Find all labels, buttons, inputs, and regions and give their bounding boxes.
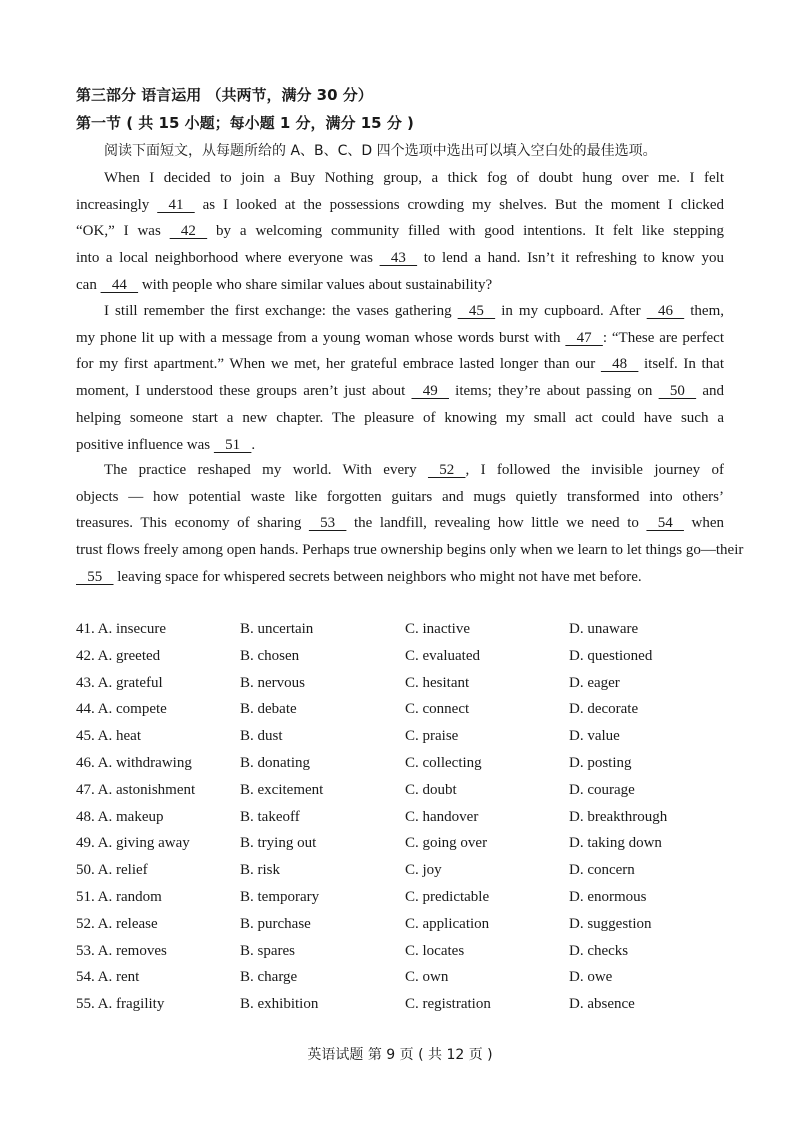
option-a: 46. A. withdrawing: [76, 754, 192, 771]
option-c: C. own: [405, 969, 449, 986]
option-b: B. excitement: [240, 781, 324, 798]
option-c: C. application: [405, 915, 490, 932]
passage-text: I still remember the first exchange: the vases gathering: [104, 303, 458, 319]
passage-text: into a local neighborhood where everyone was: [76, 250, 380, 267]
passage-text: can: [76, 276, 101, 293]
blank-48: 48: [600, 356, 639, 373]
instruction-text: 阅读下面短文，从每题所给的 A、B、C、D 四个选项中选出可以填入空白处的最佳选项。: [104, 143, 657, 159]
passage-line: [76, 328, 724, 348]
option-d: D. unaware: [569, 621, 639, 637]
option-b: B. debate: [240, 701, 297, 718]
option-c: C. handover: [405, 808, 479, 825]
passage-text: when: [683, 515, 724, 532]
option-c: C. evaluated: [405, 647, 480, 664]
passage-line: [76, 513, 724, 533]
option-a: 48. A. makeup: [76, 808, 164, 825]
option-row: [76, 860, 736, 887]
option-a: 43. A. grateful: [76, 674, 163, 691]
passage-line: [76, 540, 744, 560]
passage-line: [104, 301, 724, 321]
passage-text: them,: [684, 303, 724, 319]
passage-line: [76, 195, 724, 215]
passage-line: [76, 275, 492, 295]
option-a: 53. A. removes: [76, 942, 167, 959]
passage-text: , I followed the invisible journey of: [465, 462, 725, 478]
option-d: D. eager: [569, 674, 620, 691]
option-c: C. hesitant: [405, 674, 470, 691]
blank-53: 53: [308, 515, 347, 532]
option-d: D. enormous: [569, 888, 647, 905]
passage-text: and: [696, 383, 724, 400]
passage-line: [104, 460, 724, 480]
option-c: C. going over: [405, 835, 488, 852]
option-row: [76, 699, 736, 726]
option-a: 44. A. compete: [76, 701, 167, 718]
blank-44: 44: [100, 276, 139, 293]
option-a: 41. A. insecure: [76, 621, 166, 637]
passage-text: by a welcoming community filled with good intentions. It felt like stepping: [207, 223, 724, 240]
option-d: D. decorate: [569, 701, 639, 718]
passage-text: positive influence was: [76, 436, 214, 453]
passage-text: with people who share similar values about sustainability?: [138, 276, 493, 293]
blank-54: 54: [646, 515, 684, 532]
option-c: C. praise: [405, 728, 459, 745]
blank-42: 42: [169, 223, 208, 240]
passage-line: [76, 221, 724, 241]
option-b: B. charge: [240, 969, 298, 986]
passage-line: [76, 567, 642, 587]
option-c: C. connect: [405, 701, 470, 718]
option-a: 52. A. release: [76, 915, 158, 932]
blank-55: 55: [76, 568, 114, 585]
passage-text: trust flows freely among open hands. Perhaps true ownership begins only when we learn to let things go—their: [76, 542, 744, 559]
option-d: D. absence: [569, 996, 635, 1013]
option-b: B. takeoff: [240, 808, 300, 825]
section-heading: 第一节 ( 共 15 小题；每小题 1 分，满分 15 分 ): [76, 114, 414, 132]
passage-text: treasures. This economy of sharing: [76, 515, 309, 532]
option-b: B. temporary: [240, 888, 320, 905]
option-b: B. chosen: [240, 647, 300, 664]
option-d: D. taking down: [569, 835, 662, 852]
option-row: [76, 780, 736, 807]
passage-text: leaving space for whispered secrets between neighbors who might not have met before.: [113, 568, 642, 585]
option-b: B. purchase: [240, 915, 311, 932]
passage-text: objects — how potential waste like forgotten guitars and mugs quietly transformed into others’: [76, 488, 724, 505]
option-b: B. risk: [240, 862, 281, 879]
option-b: B. exhibition: [240, 996, 319, 1013]
passage-text: helping someone start a new chapter. The pleasure of knowing my small act could have such a: [76, 409, 724, 426]
passage-text: as I looked at the possessions crowding my shelves. But the moment I clicked: [194, 196, 725, 213]
passage-text: When I decided to join a Buy Nothing group, a thick fog of doubt hung over me. I felt: [104, 170, 724, 186]
passage-line: [76, 354, 724, 374]
option-row: [76, 887, 736, 914]
blank-46: 46: [646, 303, 685, 319]
option-c: C. predictable: [405, 888, 490, 905]
passage-text: moment, I understood these groups aren’t just about: [76, 383, 412, 400]
option-d: D. checks: [569, 942, 629, 959]
passage-text: items; they’re about passing on: [448, 383, 659, 400]
blank-43: 43: [379, 250, 418, 267]
blank-50: 50: [658, 383, 697, 400]
option-d: D. questioned: [569, 647, 653, 664]
passage-line: [76, 248, 724, 268]
option-c: C. doubt: [405, 781, 457, 798]
option-b: B. dust: [240, 728, 283, 745]
page-footer: 英语试题 第 9 页 ( 共 12 页 ): [307, 1047, 493, 1063]
option-a: 47. A. astonishment: [76, 781, 196, 798]
blank-51: 51: [213, 436, 252, 453]
option-a: 42. A. greeted: [76, 647, 161, 664]
option-row: [76, 967, 736, 994]
blank-45: 45: [457, 303, 496, 319]
option-d: D. breakthrough: [569, 808, 668, 825]
passage-text: the landfill, revealing how little we need to: [346, 515, 647, 532]
option-row: [76, 914, 736, 941]
passage-text: for my first apartment.” When we met, her grateful embrace lasted longer than our: [76, 356, 601, 373]
option-d: D. owe: [569, 969, 613, 986]
blank-47: 47: [565, 329, 603, 346]
option-row: [76, 833, 736, 860]
option-b: B. uncertain: [240, 621, 314, 637]
passage-text: “OK,” I was: [76, 223, 170, 240]
option-row: [76, 673, 736, 700]
option-row: [76, 646, 736, 673]
option-d: D. value: [569, 728, 620, 745]
option-d: D. courage: [569, 781, 635, 798]
option-a: 45. A. heat: [76, 728, 141, 745]
option-row: [76, 807, 736, 834]
option-b: B. trying out: [240, 835, 317, 852]
option-row: [76, 619, 736, 646]
option-c: C. joy: [405, 862, 442, 879]
passage-text: increasingly: [76, 196, 158, 213]
option-c: C. collecting: [405, 754, 482, 771]
passage-text: in my cupboard. After: [495, 303, 647, 319]
option-row: [76, 994, 736, 1021]
passage-text: itself. In that: [638, 356, 724, 373]
passage-line: [76, 381, 724, 401]
option-a: 54. A. rent: [76, 969, 140, 986]
passage-line: [76, 435, 255, 455]
option-row: [76, 941, 736, 968]
option-c: C. locates: [405, 942, 465, 959]
option-d: D. posting: [569, 754, 632, 771]
blank-41: 41: [157, 196, 195, 213]
passage-line: [76, 408, 724, 428]
passage-text: The practice reshaped my world. With every: [104, 462, 428, 478]
options-list: [76, 619, 736, 1021]
option-a: 50. A. relief: [76, 862, 148, 879]
option-c: C. registration: [405, 996, 491, 1013]
option-a: 49. A. giving away: [76, 835, 190, 852]
passage-line: [76, 487, 724, 507]
passage-text: .: [251, 436, 256, 453]
option-d: D. concern: [569, 862, 635, 879]
option-a: 55. A. fragility: [76, 996, 165, 1013]
option-row: [76, 753, 736, 780]
option-c: C. inactive: [405, 621, 470, 637]
blank-49: 49: [411, 383, 449, 400]
blank-52: 52: [427, 462, 466, 478]
passage-line: [104, 168, 724, 188]
passage-text: : “These are perfect: [602, 329, 724, 346]
option-row: [76, 726, 736, 753]
option-b: B. donating: [240, 754, 310, 771]
option-b: B. spares: [240, 942, 295, 959]
part-heading: 第三部分 语言运用 （共两节，满分 30 分）: [76, 86, 373, 104]
option-b: B. nervous: [240, 674, 305, 691]
passage-text: to lend a hand. Isn’t it refreshing to know you: [417, 250, 724, 267]
option-a: 51. A. random: [76, 888, 162, 905]
option-d: D. suggestion: [569, 915, 652, 932]
passage-text: my phone lit up with a message from a young woman whose words burst with: [76, 329, 566, 346]
